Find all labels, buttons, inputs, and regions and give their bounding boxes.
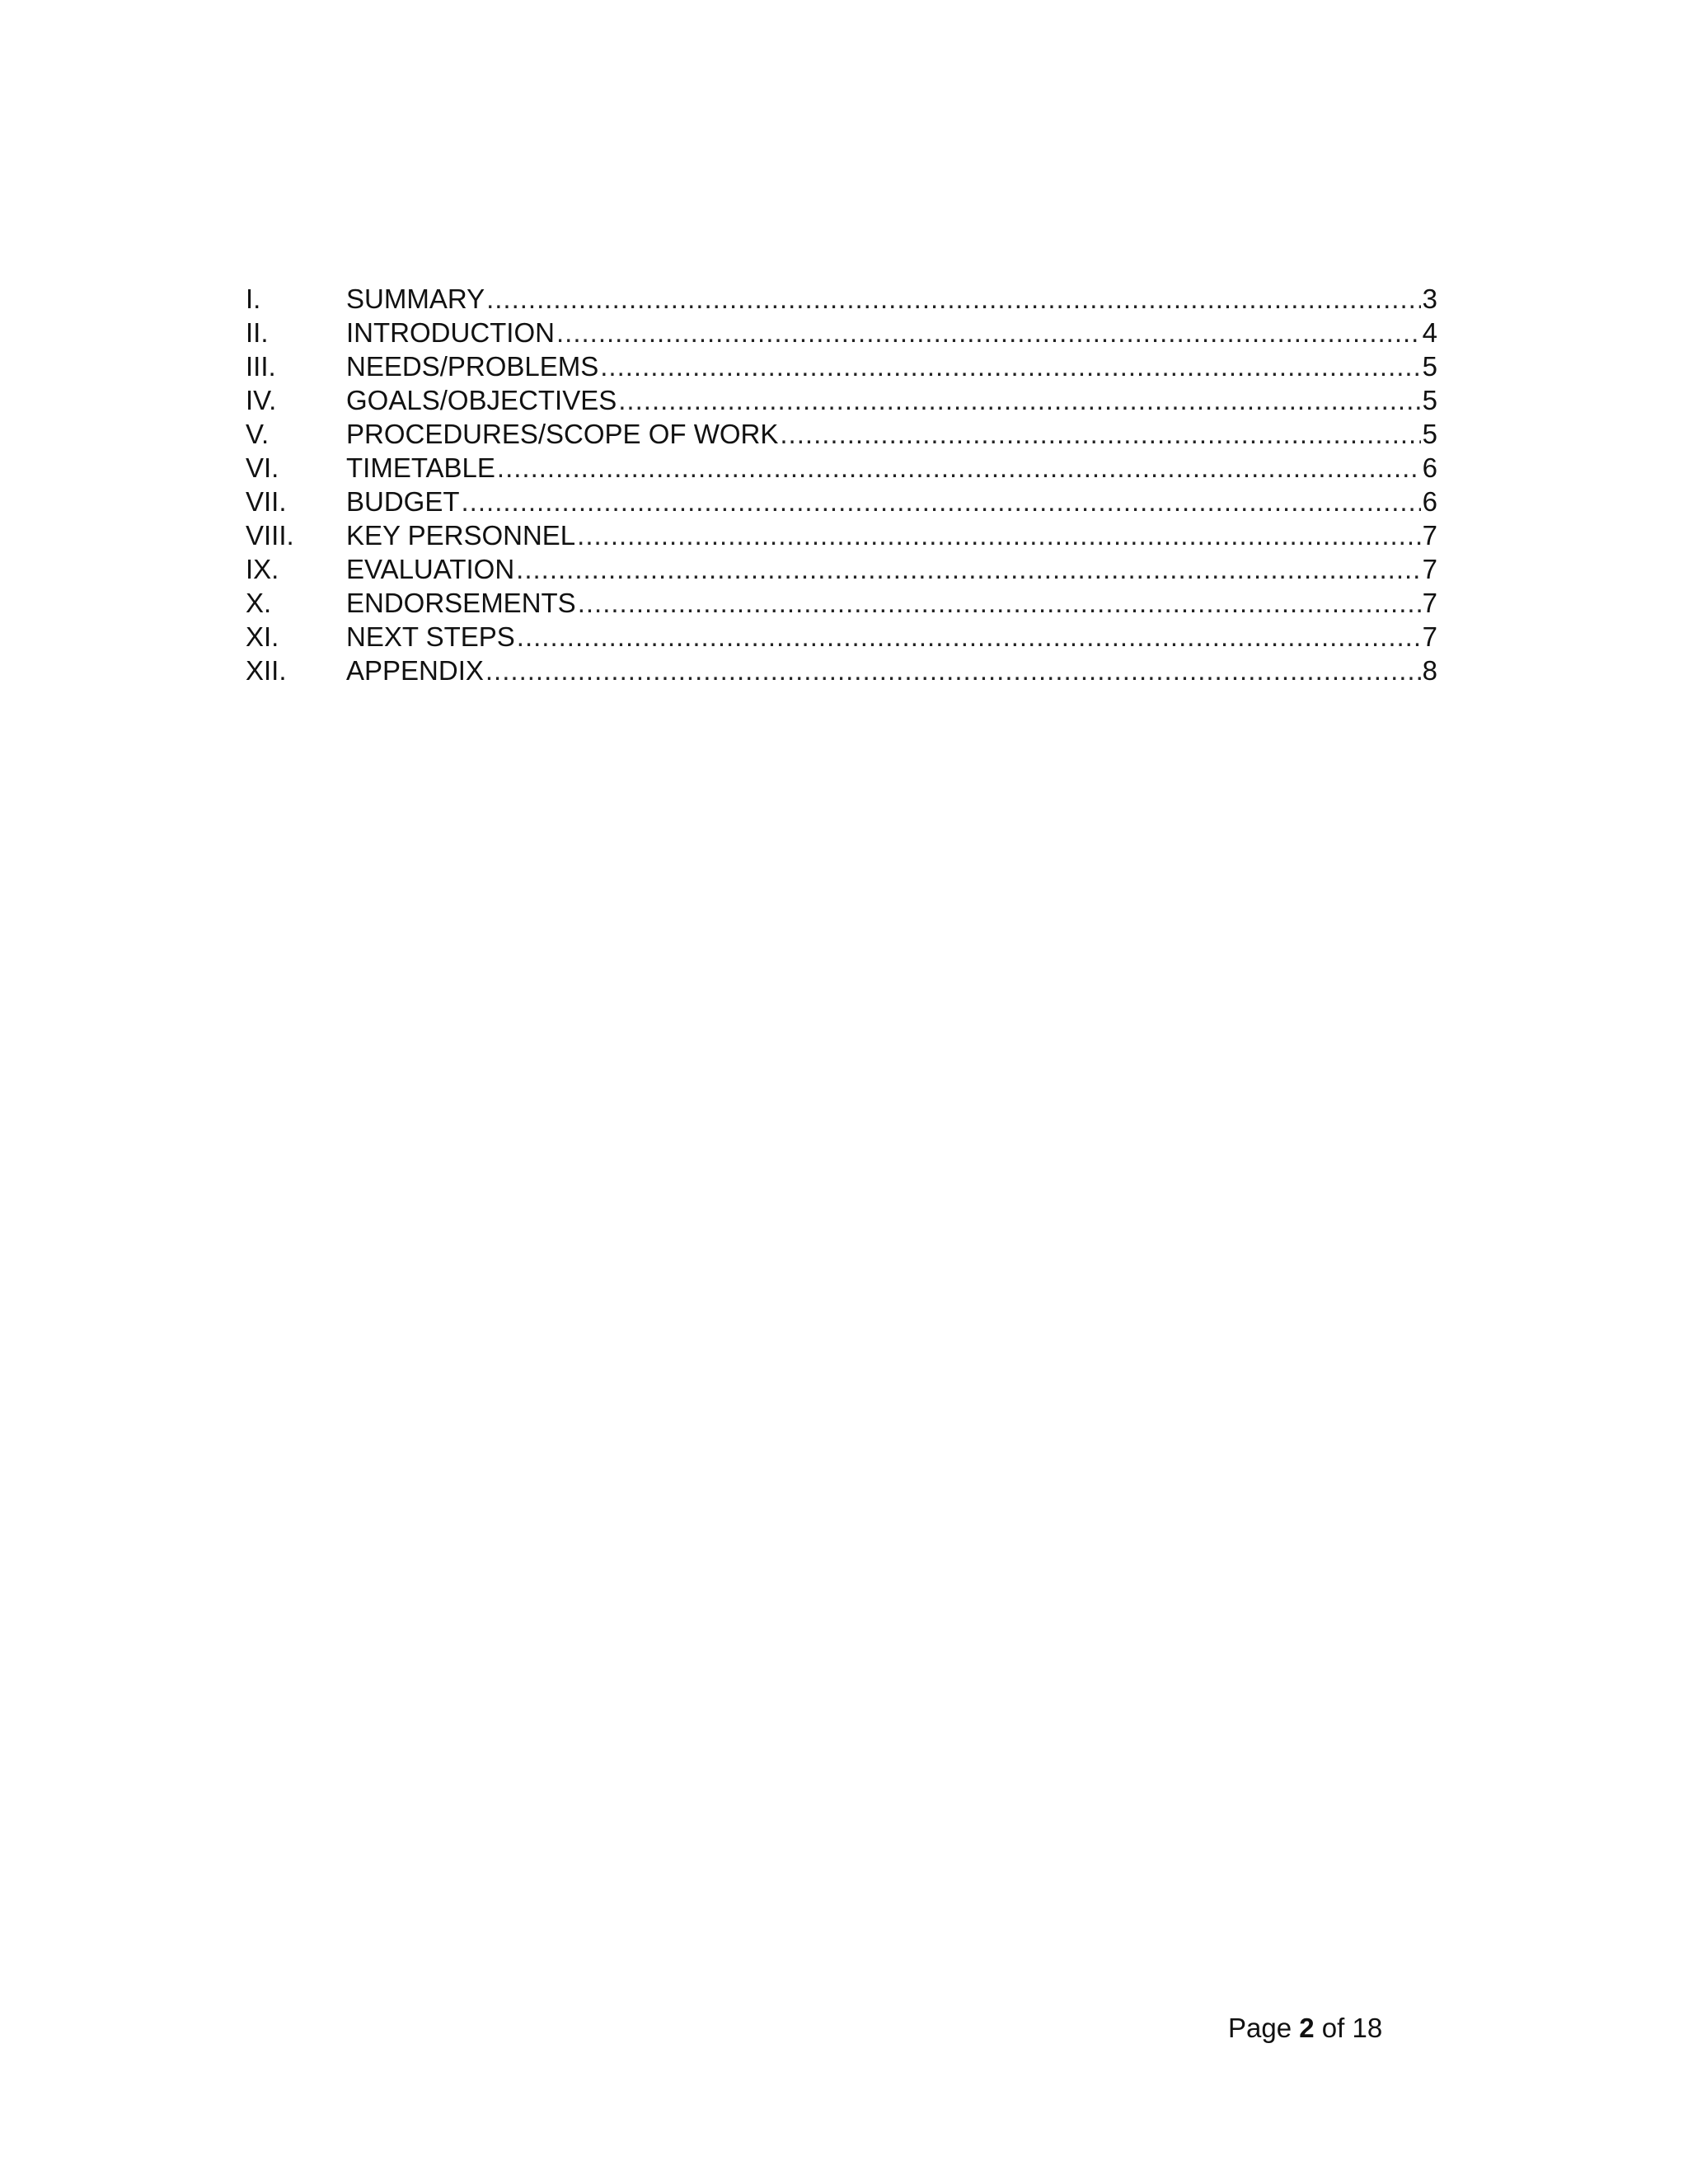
toc-entry-page: 5 (1422, 419, 1437, 449)
toc-entry-number: VII. (246, 486, 287, 517)
toc-entry-page: 6 (1422, 486, 1437, 517)
toc-dot-leader (618, 383, 1420, 417)
toc-entry-title: APPENDIX (346, 655, 484, 686)
toc-entry-number: XII. (246, 655, 287, 686)
toc-entry-summary[interactable] (246, 282, 1437, 316)
toc-entry-number: VIII. (246, 520, 294, 551)
toc-entry-endorsements[interactable] (246, 586, 1437, 620)
toc-entry-budget[interactable] (246, 485, 1437, 518)
toc-dot-leader (516, 552, 1420, 586)
toc-entry-title: NEXT STEPS (346, 621, 515, 652)
toc-entry-number: V. (246, 419, 270, 449)
toc-entry-title: BUDGET (346, 486, 460, 517)
toc-entry-number: III. (246, 351, 276, 382)
toc-entry-page: 7 (1422, 621, 1437, 652)
toc-entry-needs-problems[interactable] (246, 349, 1437, 383)
toc-dot-leader (486, 282, 1421, 316)
footer-current-page: 2 (1299, 2013, 1315, 2043)
toc-entry-title: NEEDS/PROBLEMS (346, 351, 599, 382)
toc-dot-leader (485, 654, 1421, 687)
toc-entry-number: XI. (246, 621, 279, 652)
toc-entry-next-steps[interactable] (246, 620, 1437, 654)
toc-entry-title: EVALUATION (346, 554, 515, 584)
footer-total-pages: 18 (1352, 2013, 1383, 2043)
toc-entry-title: KEY PERSONNEL (346, 520, 576, 551)
toc-entry-evaluation[interactable] (246, 552, 1437, 586)
toc-entry-page: 7 (1422, 588, 1437, 618)
toc-entry-page: 3 (1422, 284, 1437, 314)
toc-entry-goals-objectives[interactable] (246, 383, 1437, 417)
toc-entry-timetable[interactable] (246, 451, 1437, 485)
toc-dot-leader (462, 485, 1421, 518)
toc-dot-leader (600, 349, 1420, 383)
toc-entry-page: 5 (1422, 351, 1437, 382)
toc-entry-key-personnel[interactable] (246, 518, 1437, 552)
toc-entry-number: IX. (246, 554, 279, 584)
toc-dot-leader (556, 316, 1421, 349)
toc-entry-page: 5 (1422, 385, 1437, 415)
toc-entry-title: INTRODUCTION (346, 317, 555, 348)
page-footer (1228, 2011, 1382, 2045)
toc-entry-page: 6 (1422, 452, 1437, 483)
toc-dot-leader (577, 518, 1420, 552)
toc-entry-page: 8 (1422, 655, 1437, 686)
toc-dot-leader (578, 586, 1421, 620)
toc-entry-title: ENDORSEMENTS (346, 588, 576, 618)
toc-entry-title: PROCEDURES/SCOPE OF WORK (346, 419, 779, 449)
toc-dot-leader (497, 451, 1421, 485)
toc-dot-leader (780, 417, 1420, 451)
toc-entry-number: II. (246, 317, 269, 348)
toc-entry-page: 4 (1422, 317, 1437, 348)
toc-entry-page: 7 (1422, 520, 1437, 551)
toc-entry-number: I. (246, 284, 261, 314)
toc-entry-title: GOALS/OBJECTIVES (346, 385, 617, 415)
toc-entry-number: IV. (246, 385, 277, 415)
table-of-contents (246, 282, 1437, 687)
footer-page-prefix: Page (1228, 2013, 1292, 2043)
toc-entry-procedures-scope[interactable] (246, 417, 1437, 451)
toc-entry-number: VI. (246, 452, 279, 483)
toc-entry-introduction[interactable] (246, 316, 1437, 349)
toc-dot-leader (517, 620, 1421, 654)
toc-entry-title: TIMETABLE (346, 452, 495, 483)
footer-of-label: of (1321, 2013, 1345, 2043)
toc-entry-title: SUMMARY (346, 284, 485, 314)
toc-entry-appendix[interactable] (246, 654, 1437, 687)
toc-entry-page: 7 (1422, 554, 1437, 584)
toc-entry-number: X. (246, 588, 272, 618)
